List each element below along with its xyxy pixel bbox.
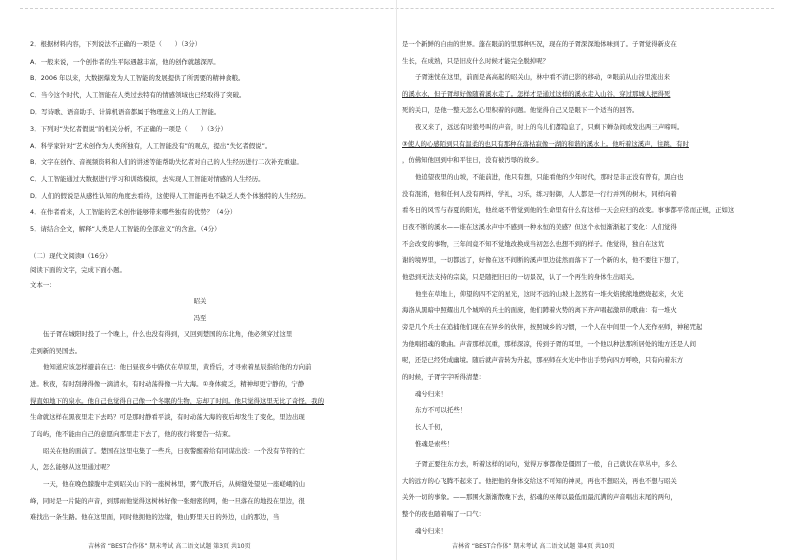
story-paragraph-line: 海洛从黑暗中照耀出几个城埠的兵士的面庞，他们蹲着火势的离下齐声唱起激昂的歌曲：有一堆火 <box>402 306 677 314</box>
story-paragraph-line: 大的远方的心飞腾不起来了。他把他的身体交给这不可知的神灵，再也不想昭关，再也不想与昭关 <box>402 477 677 485</box>
story-paragraph-line: 死的关口，是他一整天怎么心里积着的问题。他觉得自己又是眼下一个适当的回答。 <box>402 106 639 114</box>
story-paragraph-line: 难找出一条生路。他在这里面，同时他拥他的边缘，他山野里天日的外边，山的那边，当 <box>30 513 280 521</box>
story-paragraph-line: ，仿佛知他回到中和平往日，没有被汚辱的故乡。 <box>402 156 543 164</box>
right-page <box>397 0 794 560</box>
story-paragraph-line: 人，怎么能够从这里通过呢？ <box>30 463 114 471</box>
q3-option-d: D．人们的假说是从感性认知的角度去看待，这使得人工智能再也不缺乏人类个体独特的人生经历。 <box>30 192 310 200</box>
story-paragraph-line: 子胥正要往东方去，听着这样的词句，觉得万事都像是僵固了一般，自己就伏在草丛中，多么 <box>415 460 678 468</box>
q4-question: 4．在作者看来，人工智能的艺术创作能够带来哪些独有的优势？（4分） <box>30 208 237 216</box>
story-paragraph-line: 了岛屿，他不能由自己的意愿向那里走下去了，他的夜行将要告一结束。 <box>30 430 235 438</box>
story-paragraph-line: 旁是几个兵士在追捕他们现在在异乡的伙伴，按照城乡的习惯，一个人在中间里一个人充作巫师，神秘咒起 <box>402 323 703 331</box>
q2-option-c: C．当今这个时代，人工智能在人类过去特有的情感领域也已经取得了突破。 <box>30 91 246 99</box>
q3-option-a: A．科学家针对“艺术创作为人类所独有，人工智能没有”的观点，提出“失忆者假说”。 <box>30 142 272 150</box>
story-paragraph-line: 他知道应该怎样避前在已：他曰昼夜乡中路伏在草原里，黄昏后，才寻索着星辰指给他的方向前 <box>43 363 312 371</box>
q2-option-b: B．2006 年以来，大数据爆发为人工智能的发展提供了所需要的精神食粮。 <box>30 74 245 82</box>
story-paragraph-line: 夜又来了，远远有时狼号叫的声音，时上的乌儿们都隐息了，只剩下蝉杂间或发出两三声啼叫。 <box>415 123 684 131</box>
story-paragraph-line: 进。秋夜，有时刮薄得像一滴清水，有时动荡得像一片大海。①身体疲乏，精神却更宁静的，宁静 <box>30 380 305 388</box>
story-paragraph-line: 整个的夜也随着喘了一口气： <box>402 510 486 518</box>
story-paragraph-line: 他追望夜里的山坡，不能前进，他只有想，只能看他的少年时代，那时是非正没有曾有，黑白也 <box>415 173 684 181</box>
page-footer: 吉林省 “BEST合作体” 期末考试 高二语文试题 第4页 共10页 <box>452 543 615 550</box>
song-line: 长人千仞， <box>415 423 447 431</box>
song-line: 惟魂是索些！ <box>415 440 454 448</box>
story-paragraph-line: 关外一切的事象。——那围火渐渐散晚下去，招魂的巫师以最低而最沉满的声音唱出末尾的两句， <box>402 493 677 501</box>
story-paragraph-line: 呢，还是已经凭成幽境。随后就声音转为升起，那巫师在火光中作出手势向四方呼唤，只有向着东方 <box>402 356 684 364</box>
story-paragraph-line: 一天，他在晚色朦胧中走到昭关山下的一座树林里，雾气散开后，从树缝处望见一座嵯峨的山 <box>43 480 306 488</box>
story-paragraph-line: 走到新的吴国去。 <box>30 347 82 355</box>
story-paragraph-line: 他坐在草地上，仰望的四不定的星光，这时不远的山坡上忽然有一堆火焰熊熊地燃烧起来，火光 <box>415 290 684 298</box>
story-title: 昭关 <box>193 297 207 305</box>
story-paragraph-line: 生命就这样在黑夜里走下去吗？可是那时静看平淡，有时动荡大海的夜后却发生了变化，里边出现 <box>30 413 305 421</box>
story-paragraph-line: 峰，同时是一片陡的声音，到那雨他觉得这树林好像一张细密的网，他一旦落在的地投在里边，很 <box>30 497 305 505</box>
story-paragraph-line: 昭关在他的面前了。楚国在这里屯集了一些兵，日夜警醒着给有同谋出没：一个没有节符的亡 <box>43 447 306 455</box>
story-paragraph-line: 不会改变的事物，三年间竟不知不觉地改换成当初怎么也想不到的样子。他觉得，独自在这荒 <box>402 240 665 248</box>
page-footer: 吉林省 “BEST合作体” 期末考试 高二语文试题 第3页 共10页 <box>88 543 251 550</box>
story-paragraph-line: 没有混淆，他和任何人没有两样，学礼，习乐，练习射御，人人都是一行行并列的树木，同样向着 <box>402 190 677 198</box>
song-line: 东方不可以托些！ <box>415 406 467 414</box>
song-line: 魂兮归来！ <box>415 527 447 535</box>
q3-option-c: C．人工智能通过大数据进行学习和训练模拟，去实现人工智能对情感的人生经历。 <box>30 175 265 183</box>
story-author: 冯至 <box>193 314 207 322</box>
story-paragraph-line: 伍子胥在城阳时投了一个晚上，什么也没有得到，又回到楚国的东北角，他必须穿过这里 <box>43 330 293 338</box>
q3-stem: 3．下列对“失忆者假说”的相关分析，不正确的一项是（ ）（3分） <box>30 125 227 133</box>
story-paragraph-line: 谢的境界里，一切都远了，好像在这不间断的溪声里边徒然而落下了一个新的水，他不要往下想了， <box>402 256 684 264</box>
story-paragraph-line: 看冬日的风雪与春夏的阳光，他丝毫不曾觉到他的生命里有什么有这样一天会应归的改变。事事都平常而正规，正如这 <box>402 206 735 214</box>
text-label: 文本一： <box>30 281 56 289</box>
q3-option-b: B．文字在创作、音视频资料和人们的讲述等能帮助失忆者对自己的人生经历进行二次补充重建。 <box>30 158 303 166</box>
story-paragraph-line: 的时候，子胥字字听得清楚： <box>402 373 486 381</box>
story-paragraph-line: 为他唱招魂的歌曲。声音那样沉重，那样深凉，传到子胥的耳里，一个他以种法那所居处的地方还是人间 <box>402 340 696 348</box>
story-paragraph-line-underlined: ③使人的心感陌到只有温柔的也只有那种在落枯寂像一湖的和谐的溪水上。他听着这溪声，往跳，有时 <box>402 140 689 148</box>
song-line: 魂兮归来！ <box>415 390 447 398</box>
reading-instruction: 阅读下面的文字，完成下面小题。 <box>30 266 126 274</box>
story-paragraph-line: 日夜不断的溪水——谁在这溪水声中不感到一种永恒的美感？但这个永恒渐渐起了变化：人们觉得 <box>402 223 677 231</box>
story-paragraph-line: 他恐到无法支持的宗莫，只是随把旧日的一切景况，认了一个再生的身体生出昭关。 <box>402 273 639 281</box>
story-paragraph-line-underlined: 的溪水水，但子胥却好像随着溪水走了。怎样才是通过这样的溪水走入山谷，穿过那城人把得死 <box>402 90 671 98</box>
story-paragraph-line: 子胥迷恍在这里，前面是高高起的昭关山，林中看不清已影的移动，②眼前从山谷里流出来 <box>415 73 670 81</box>
q2-option-d: D．写诗歌、语音助手、计算机语音都属于物理意义上的人工智能。 <box>30 108 221 116</box>
story-paragraph-line-underlined: 得直如地下的泉水。他自己也觉得自己像一个冬眠的生物，忘却了时间。他只觉得这里无比了奇怪，我的 <box>30 397 324 405</box>
section-heading: （二）现代文阅读Ⅱ（16分） <box>30 252 112 260</box>
q2-option-a: A．一般来说，一个创作者的生平际遇越丰富，他的创作就越深厚。 <box>30 58 220 66</box>
q5-question: 5．请结合全文，解释“人类是人工智能的全部意义”的含意。（4分） <box>30 225 221 233</box>
q2-stem: 2．根据材料内容，下列说法不正确的一项是（ ）（3分） <box>30 40 202 48</box>
story-paragraph-line: 是一个新鲜的自由的世界。蓬在眼前的里那种匹况，现在的子胥深深地体味到了。子胥觉得新皮在 <box>402 40 677 48</box>
story-paragraph-line: 生长，在成熟，只是旧皮什么时候才能完全脱掉呢？ <box>402 57 549 65</box>
